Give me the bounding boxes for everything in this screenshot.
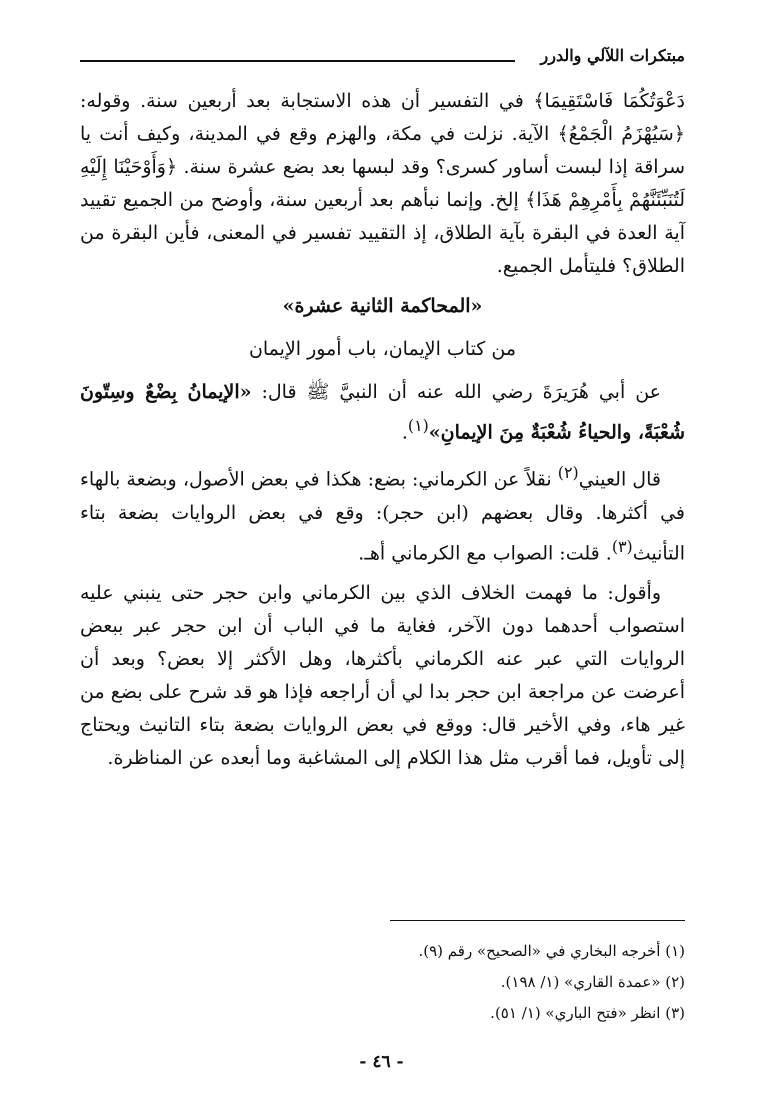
- hadith-intro: عن أبي هُرَيرَةَ رضي الله عنه أن النبيَّ ﷺ قال:: [251, 381, 661, 403]
- hadith-paragraph: عن أبي هُرَيرَةَ رضي الله عنه أن النبيَّ ﷺ قال: «الإيمانُ بِضْعٌ وسِتّونَ شُعْبَةً، والحياءُ شُعْبَةٌ مِنَ الإيمانِ»$^{(١)}$.: [80, 381, 685, 444]
- footnote-1: (١) أخرجه البخاري في «الصحيح» رقم (٩).: [418, 942, 685, 960]
- footnotes: [300, 936, 685, 1029]
- footnote-2: (٢) «عمدة القاري» (١/ ١٩٨).: [500, 973, 685, 991]
- page-number: - ٤٦ -: [359, 1052, 404, 1072]
- footnote-ref-3: (٣): [611, 536, 633, 556]
- footnote-ref-2: (٢): [557, 463, 579, 483]
- p3-part-b: نقلاً عن الكرماني: بضع: هكذا في بعض الأصول، وبضعة بالهاء في أكثرها. وقال بعضهم (ابن حجر): وقع في بعض الروايات بضعة بتاء التأنيث: [80, 468, 685, 564]
- section-heading: «المحاكمة الثانية عشرة»: [282, 295, 483, 317]
- section-subheading: من كتاب الإيمان، باب أمور الإيمان: [248, 338, 517, 360]
- paragraph-3: [80, 456, 685, 570]
- p3-part-a: قال العيني: [578, 468, 661, 491]
- p3-part-c: . قلت: الصواب مع الكرماني أهـ.: [358, 541, 612, 564]
- hadith-text: «الإيمانُ بِضْعٌ وسِتّونَ شُعْبَةً، والحياءُ شُعْبَةٌ مِنَ الإيمانِ»: [80, 381, 685, 444]
- header-rule: [80, 60, 515, 62]
- running-header: [80, 44, 685, 72]
- paragraph-1: دَعْوَتُكُمَا فَاسْتَقِيمَا﴾ في التفسير أن هذه الاستجابة بعد أربعين سنة. وقوله: ﴿سَيُهْزَمُ الْجَمْعُ﴾ الآية. نزلت في مكة، والهزم وقع في المدينة، وكيف أنت يا سراقة إذا لبست أساور كسرى؟ وقد لبسها بعد بضع عشرة سنة. ﴿وَأَوْحَيْنَا إِلَيْهِ لَتُنَبِّئَنَّهُمْ بِأَمْرِهِمْ هَذَا﴾ إلخ. وإنما نبأهم بعد أربعين سنة، وأوضح من الجميع تقييد آية العدة في البقرة بآية الطلاق، إذ التقييد تفسير في المعنى، فأين البقرة من الطلاق؟ فليتأمل الجميع.: [80, 90, 685, 277]
- footnote-ref-1: (١): [407, 416, 429, 435]
- main-text: [80, 85, 685, 782]
- footnote-separator: [390, 920, 685, 921]
- footnote-3: (٣) انظر «فتح الباري» (١/ ٥١).: [490, 1004, 685, 1022]
- paragraph-4: وأقول: ما فهمت الخلاف الذي بين الكرماني وابن حجر حتى ينبني عليه استصواب أحدهما دون الآخر، فغاية ما في الباب أن ابن حجر عبر ببعض الروايات التي عبر عنه الكرماني بأكثرها، وهل الأكثر إلا بعض؟ وبعد أن أعرضت عن مراجعة ابن حجر بدا لي أن أراجعه فإذا هو قد شرح على بضع من غير هاء، وفي الأخير قال: ووقع في بعض الروايات بضعة بتاء التانيث ويحتاج إلى تأويل، فما أقرب مثل هذا الكلام إلى المشاغبة وما أبعده عن المناظرة.: [80, 581, 685, 769]
- running-title: مبتكرات اللآلي والدرر: [540, 46, 685, 65]
